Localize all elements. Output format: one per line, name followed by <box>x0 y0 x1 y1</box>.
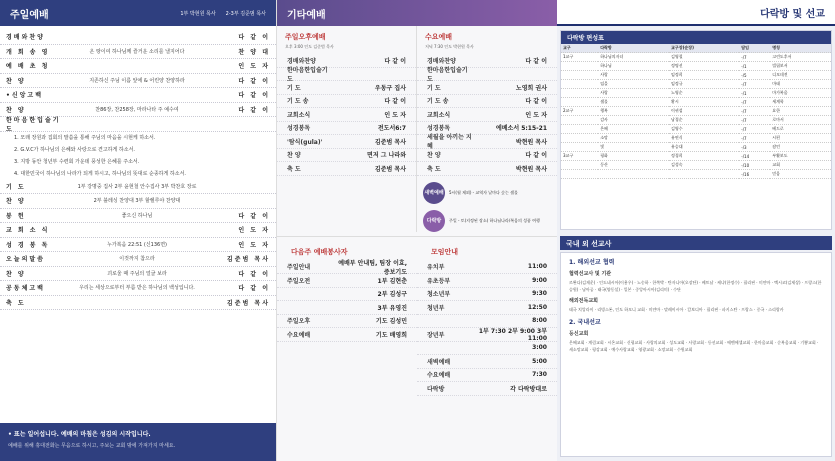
schedule-row <box>277 81 416 95</box>
service-row <box>0 209 276 224</box>
schedule-row <box>417 95 557 109</box>
table-cell: -/7 <box>739 80 770 89</box>
schedule-row-k: 한마음한입술기도 <box>287 66 328 83</box>
schedule-row-v: 다 같 이 <box>384 98 406 106</box>
table-cell: 정경희 <box>669 152 739 161</box>
service-row-t: 찬 양 <box>6 106 26 114</box>
next-week-rows <box>277 261 417 342</box>
group-table-box <box>560 30 832 230</box>
mission-box <box>560 252 832 457</box>
partner-text: 르완다(김재운) · 인도네시아(이용우) · 노숭하 · 한쪽박 · 탄자니아(오장단) · 베트남 · 케냐(한정수) · 필리핀 · 미얀마 · 멕시코(김제상) · 프랑스(한승원) · 남아공 · 태국(양동설) · 일본 · 중앙아시아(김리미) · 수단 <box>569 280 822 292</box>
service-row-r: 인 도 자 <box>238 241 270 249</box>
table-cell: 부활보도 <box>770 152 831 161</box>
table-row <box>561 134 831 143</box>
table-row <box>561 116 831 125</box>
table-cell: 로마서 <box>770 116 831 125</box>
table-cell: 믿음 <box>770 170 831 179</box>
sunday-service-sub1: 1부 박현원 목사 <box>180 10 216 17</box>
table-cell: 고린도후서 <box>770 53 831 62</box>
dawn-badge: 새벽예배 <box>423 182 445 204</box>
schedule-row-v: 박현원 목사 <box>515 165 547 173</box>
table-cell: 유승대 <box>669 143 739 152</box>
table-cell: 은혜 <box>598 125 669 134</box>
service-row <box>0 45 276 60</box>
wednesday-sub: 저녁 7:30 인도 박현원 목사 <box>425 44 474 49</box>
prayer-item: 3. 지방 동안 청년부 수련회 가운데 풍성한 은혜를 주소서. <box>14 158 140 165</box>
overseas-church-title: 해외전독교회 <box>569 298 598 304</box>
table-cell: 사랑 <box>598 89 669 98</box>
table-row <box>561 71 831 80</box>
schedule-row-k: 찬 양 <box>427 152 441 160</box>
table-row <box>561 125 831 134</box>
schedule-row <box>417 382 557 396</box>
table-cell: -/7 <box>739 107 770 116</box>
table-cell: 이귀섭 <box>669 107 739 116</box>
schedule-row-k: 유초등부 <box>427 277 451 285</box>
prayer-list <box>0 132 276 180</box>
schedule-row-v: 다 같 이 <box>525 152 547 160</box>
overseas-title: 1. 해외선교 협력 <box>569 259 615 266</box>
table-cell: 교회 <box>770 161 831 170</box>
schedule-row-v: 1부 김현춘 <box>377 277 407 285</box>
schedule-row-v: 기도 김성민 <box>375 318 407 326</box>
table-cell <box>561 80 598 89</box>
schedule-row-v: 각 다락방대로 <box>510 385 547 393</box>
service-row <box>0 180 276 195</box>
sunday-service-header <box>0 0 276 26</box>
schedule-row-v: 7:30 <box>532 371 547 379</box>
service-row-t: 찬 양 <box>6 77 26 85</box>
schedule-row-k: 한마음한입술기도 <box>427 66 468 83</box>
table-cell: 하나님 <box>598 62 669 71</box>
table-row <box>561 143 831 152</box>
service-row <box>0 223 276 238</box>
table-cell: 행복 <box>598 107 669 116</box>
table-header-cell: 명칭 <box>770 44 831 53</box>
service-row-t: 경배와찬양 <box>6 34 45 42</box>
service-row-r: 김준범 목사 <box>226 299 270 307</box>
table-row <box>561 152 831 161</box>
schedule-row <box>277 288 417 302</box>
service-row-t: 공동체고백 <box>6 285 45 293</box>
table-cell: -/16 <box>739 170 770 179</box>
table-row <box>561 53 831 62</box>
table-cell: 디모데전 <box>770 71 831 80</box>
afternoon-sub: 오후 3:00 인도 김준범 목사 <box>285 44 334 49</box>
service-row-r: 인 도 자 <box>238 227 270 235</box>
schedule-row-v: 인 도 자 <box>525 111 547 119</box>
schedule-row-k: 기 도 <box>427 84 441 92</box>
schedule-row-v: 3부 유영진 <box>377 304 407 312</box>
table-cell: 사랑 <box>598 71 669 80</box>
meetings-title: 모임안내 <box>431 247 459 256</box>
table-cell <box>598 170 669 179</box>
table-cell <box>561 98 598 107</box>
small-group-badge: 다락방 <box>423 210 445 232</box>
table-row <box>561 170 831 179</box>
group-table-title: 다락방 편성표 <box>561 31 831 44</box>
schedule-row <box>417 342 557 356</box>
schedule-row <box>417 68 557 82</box>
service-row-r: 다 같 이 <box>238 270 270 278</box>
schedule-row-k: 주일오후 <box>287 318 311 326</box>
table-row <box>561 107 831 116</box>
table-cell: -/5 <box>739 71 770 80</box>
table-cell <box>561 143 598 152</box>
table-cell <box>561 161 598 170</box>
wednesday-rows <box>417 54 557 176</box>
afternoon-wednesday <box>277 26 557 232</box>
schedule-row-k: 다락방 <box>427 385 445 393</box>
table-cell: 노영순 <box>669 89 739 98</box>
service-row-m: 우리는 세상으로부터 부름 받은 하나님의 백성입니다. <box>79 285 195 292</box>
group-mission-column <box>557 0 835 461</box>
dawn-text: 5시(월 제외) - 교역자 날마다 숫는 샘물 <box>449 189 518 195</box>
table-header-cell: 담임 <box>739 44 770 53</box>
table-cell <box>561 62 598 71</box>
sunday-service-title: 주일예배 <box>10 9 49 21</box>
other-services-header <box>277 0 557 26</box>
schedule-row <box>277 328 417 342</box>
wednesday-title: 수요예배 <box>425 33 453 41</box>
domestic-title: 2. 국내선교 <box>569 319 601 326</box>
table-cell: 하나님의자녀 <box>598 53 669 62</box>
schedule-row-v: 12:50 <box>527 303 547 311</box>
prayer-item: 1. 모래 장원과 집회의 말씀을 통해 주님의 마음을 시현케 하소서. <box>14 134 156 141</box>
schedule-row-k: 주일안내 <box>287 264 311 272</box>
service-row-t: 개 회 송 영 <box>6 48 50 56</box>
table-cell: -/7 <box>739 134 770 143</box>
schedule-row-v: 2부 김성구 <box>377 291 407 299</box>
sunday-service-sub2: 2-3부 김준범 목사 <box>225 10 266 17</box>
table-cell: -/7 <box>739 98 770 107</box>
schedule-row <box>277 108 416 122</box>
table-cell: 유연식 <box>669 134 739 143</box>
small-group <box>423 210 551 232</box>
schedule-row-k: 장년부 <box>427 331 445 339</box>
table-cell <box>561 71 598 80</box>
table-cell: -/1 <box>739 89 770 98</box>
table-cell: 빌립보서 <box>770 62 831 71</box>
service-row-m: 누가복음 22:51 (신136면) <box>106 241 167 248</box>
schedule-row-v: 박현원 목사 <box>515 138 547 146</box>
other-services-title: 기타예배 <box>287 9 326 21</box>
schedule-row <box>417 162 557 176</box>
service-row-t: 교 회 소 식 <box>6 227 50 235</box>
footer-notice <box>0 423 277 461</box>
service-row <box>0 88 276 103</box>
table-cell: 3교구 <box>561 152 598 161</box>
service-row-t: 한마음한입술기도 <box>6 116 61 133</box>
service-row-r: 다 같 이 <box>238 34 270 42</box>
domestic-church-text: 은혜교회 · 계림교회 · 시온교회 · 신평교회 · 사랑의교회 · 성도교회 · 사랑교회 · 등선교회 · 에벤에셀교회 · 한마음교회 · 순복음교회 · 기쁨교회 · 새소망교회 · 평강교회 · 예수사랑교회 · 영광교회 · 소망교회 · 수원교회 <box>569 340 819 352</box>
schedule-row-k: 청년부 <box>427 304 445 312</box>
schedule-row-v: 김준범 목사 <box>374 165 406 173</box>
service-row-r: 인 도 자 <box>238 63 270 71</box>
volunteers-meetings <box>277 236 557 396</box>
schedule-row <box>277 301 417 315</box>
schedule-row-k: 주일오전 <box>287 277 311 285</box>
table-cell: 마가복음 <box>770 89 831 98</box>
schedule-row <box>417 274 557 288</box>
schedule-row-k: 기 도 송 <box>287 98 309 106</box>
table-cell: 마태 <box>770 80 831 89</box>
schedule-row <box>277 135 416 149</box>
schedule-row-k: 기 도 <box>287 84 301 92</box>
service-row-m: 괴로울 때 주님의 얼굴 보라 <box>107 270 167 277</box>
schedule-row-v: 우동구 집사 <box>374 84 406 92</box>
table-cell: -/1 <box>739 62 770 71</box>
table-cell <box>561 134 598 143</box>
service-row <box>0 30 276 45</box>
service-row <box>0 238 276 253</box>
table-cell <box>561 170 598 179</box>
next-week-title: 다음주 예배봉사자 <box>291 247 348 256</box>
service-row <box>0 194 276 209</box>
schedule-row <box>417 81 557 95</box>
schedule-row-v: 1부 7:30 2부 9:00 3부 11:00 <box>478 328 547 343</box>
table-cell: 임을 <box>598 80 669 89</box>
service-row-m: 2부 블레싱 찬양대 3부 할렐루야 찬양대 <box>93 198 181 205</box>
schedule-row-v: 전도서6:7 <box>377 125 406 133</box>
table-header-row <box>561 44 831 53</box>
schedule-row-k: 축 도 <box>427 165 441 173</box>
meetings-rows <box>417 261 557 396</box>
prayer-item: 4. 대한민국이 하나님의 나라가 되게 하시고, 하나님의 뜻대로 순종하게 하소서. <box>14 170 186 177</box>
schedule-row-k: 유치부 <box>427 264 445 272</box>
service-row-m: 좋으신 하나님 <box>121 212 153 219</box>
schedule-row-v: 에베소서 5:15-21 <box>495 125 547 133</box>
service-row-r: 다 같 이 <box>238 285 270 293</box>
service-row-t: 예 배 초 청 <box>6 63 50 71</box>
table-row <box>561 80 831 89</box>
service-row <box>0 296 276 311</box>
table-cell: 평화 <box>598 152 669 161</box>
group-table <box>561 44 831 179</box>
footer-line2: 예배를 위해 휴대전화는 무음으로 하시고, 주보는 교회 밖에 가져가지 마세요. <box>8 443 176 449</box>
afternoon-title: 주일오후예배 <box>285 33 326 41</box>
schedule-row-v: 기도 배영희 <box>375 331 407 339</box>
schedule-row-v: 8:00 <box>532 317 547 325</box>
schedule-row-k: 경배와찬양 <box>287 57 316 65</box>
schedule-row <box>277 274 417 288</box>
schedule-row-k: '탐식(gula)' <box>287 138 323 146</box>
table-cell: 동산 <box>598 161 669 170</box>
service-row-m: 이것까지 참으라 <box>119 256 155 263</box>
schedule-row-k: 기 도 송 <box>427 98 449 106</box>
schedule-row <box>417 355 557 369</box>
table-cell <box>669 170 739 179</box>
service-row-m: 온 땅이여 하나님께 즐거운 소리를 낼지어다 <box>89 48 185 55</box>
table-cell: 임정희 <box>669 71 739 80</box>
table-cell: 정명선 <box>669 62 739 71</box>
partner-title: 협력선교사 및 기관 <box>569 271 612 277</box>
schedule-row-k: 성경봉독 <box>287 125 311 133</box>
service-row-t: 찬 양 <box>6 270 26 278</box>
schedule-row-v: 5:00 <box>532 357 547 365</box>
schedule-row-v: 9:30 <box>532 290 547 298</box>
schedule-row <box>277 315 417 329</box>
schedule-row <box>417 261 557 275</box>
prayer-item: 2. G.V.C가 하나님의 은혜와 사랑으로 견고하게 하소서. <box>14 146 135 153</box>
next-week-volunteers <box>277 237 417 396</box>
schedule-row-k: 새벽예배 <box>427 358 451 366</box>
schedule-row-v: 3:00 <box>532 344 547 352</box>
schedule-row-k: 교회소식 <box>287 111 311 119</box>
table-cell: -/3 <box>739 143 770 152</box>
overseas-church-text: 태국 치앙라이 · 리빙스톤, 인도 하모니 교회 · 미얀마 · 말레이시아 · 캄보디아 · 필리핀 · 파키스탄 · 프랑스 · 중국 · 스리랑카 <box>569 307 784 312</box>
service-row-r: 김준범 목사 <box>226 256 270 264</box>
schedule-row-v: 인 도 자 <box>384 111 406 119</box>
table-cell: 베드로 <box>770 125 831 134</box>
schedule-row-v: 다 같 이 <box>525 98 547 106</box>
group-mission-title: 다락방 및 선교 <box>760 8 825 20</box>
schedule-row-v: 면저 그 나라와 <box>367 152 406 160</box>
service-row-t: •신앙고백 <box>6 92 44 100</box>
table-cell <box>561 125 598 134</box>
table-cell: 임정규 <box>669 80 739 89</box>
table-row <box>561 98 831 107</box>
schedule-row <box>277 122 416 136</box>
service-row-t: 오늘의말씀 <box>6 256 45 264</box>
order-of-service <box>0 30 276 132</box>
table-cell: 소망 <box>598 134 669 143</box>
service-row-t: 성 경 봉 독 <box>6 241 50 249</box>
table-cell: -/7 <box>739 116 770 125</box>
order-of-service-2 <box>0 180 276 311</box>
service-row-t: 찬 양 <box>6 198 26 206</box>
service-row <box>0 74 276 89</box>
table-header-cell: 다락방 <box>598 44 669 53</box>
schedule-row <box>417 108 557 122</box>
service-row <box>0 117 276 132</box>
schedule-row <box>417 288 557 302</box>
table-cell: 빛 <box>598 143 669 152</box>
service-row <box>0 252 276 267</box>
schedule-row-k: 성경봉독 <box>427 125 451 133</box>
service-row-r: 다 같 이 <box>238 92 270 100</box>
schedule-row-v: 9:00 <box>532 276 547 284</box>
service-row-r: 다 같 이 <box>238 77 270 85</box>
table-cell: 1교구 <box>561 53 598 62</box>
table-cell: 세계학 <box>770 98 831 107</box>
service-row-m: 1부 강명중 집사 2부 윤현철 안수집사 3부 박찬호 장로 <box>77 183 197 190</box>
table-cell: 황시 <box>669 98 739 107</box>
other-services-column <box>277 0 557 461</box>
dawn-service <box>423 182 551 204</box>
table-cell <box>561 116 598 125</box>
table-row <box>561 89 831 98</box>
table-cell: 김성숙 <box>669 161 739 170</box>
schedule-row <box>277 162 416 176</box>
table-cell: 요한 <box>770 107 831 116</box>
schedule-row-v: 11:00 <box>527 263 547 271</box>
schedule-row <box>277 95 416 109</box>
schedule-row-k: 세월을 아끼는 지혜 <box>427 134 472 151</box>
table-cell <box>561 89 598 98</box>
schedule-row <box>417 328 557 342</box>
sunday-service-column <box>0 0 277 461</box>
service-row <box>0 281 276 296</box>
table-cell: 감사 <box>598 116 669 125</box>
service-row-m: 찬86장, 찬258장, 마라나타 주 예수여 <box>95 106 179 113</box>
schedule-row-k: 교회소식 <box>427 111 451 119</box>
service-row-r: 찬 양 대 <box>238 48 270 56</box>
table-cell: 김영수 <box>669 125 739 134</box>
schedule-row <box>277 68 416 82</box>
schedule-row-k: 수요예배 <box>287 331 311 339</box>
schedule-row <box>417 135 557 149</box>
schedule-row-v: 예배부 안내팀, 팀장 이효, 증보기도 <box>338 259 407 276</box>
domestic-church-title: 등신교회 <box>569 331 589 337</box>
schedule-row-k: 수요예배 <box>427 372 451 380</box>
schedule-row <box>277 261 417 275</box>
schedule-row-v: 다 같 이 <box>384 57 406 65</box>
schedule-row-k: 청소년부 <box>427 291 451 299</box>
service-row <box>0 59 276 74</box>
meetings <box>417 237 557 396</box>
service-row-t: 기 도 <box>6 183 26 191</box>
table-row <box>561 62 831 71</box>
schedule-row-v: 김준범 목사 <box>374 138 406 146</box>
service-row-m: 지존하신 주님 이름 앞에 & 어린양 찬양하라 <box>89 77 185 84</box>
afternoon-rows <box>277 54 416 176</box>
table-cell: 2교구 <box>561 107 598 116</box>
schedule-row <box>417 369 557 383</box>
table-cell: -/7 <box>739 125 770 134</box>
afternoon-service <box>277 26 417 232</box>
schedule-row <box>417 301 557 315</box>
service-row-r: 다 같 이 <box>238 212 270 220</box>
schedule-row <box>277 149 416 163</box>
footer-line1: • 표는 일어섭니다. 예배의 마침은 성김의 시작입니다. <box>8 431 151 438</box>
table-cell: 김영철 <box>669 53 739 62</box>
service-row <box>0 267 276 282</box>
schedule-row-k: 찬 양 <box>287 152 301 160</box>
service-row-t: 봉 헌 <box>6 212 26 220</box>
table-row <box>561 161 831 170</box>
schedule-row <box>417 149 557 163</box>
service-row-t: 축 도 <box>6 299 26 307</box>
schedule-row-v: 다 같 이 <box>525 57 547 65</box>
table-cell: 샘물 <box>598 98 669 107</box>
table-cell: 남경순 <box>669 116 739 125</box>
table-header-cell: 교구장(순장) <box>669 44 739 53</box>
group-mission-header <box>557 0 835 26</box>
table-cell: -/10 <box>739 161 770 170</box>
wednesday-service <box>417 26 557 232</box>
mission-header: 국내 외 선교사 <box>560 236 832 250</box>
table-cell: -/7 <box>739 53 770 62</box>
table-header-cell: 교구 <box>561 44 598 53</box>
schedule-row-k: 경배와찬양 <box>427 57 456 65</box>
table-cell: 잠언 <box>770 143 831 152</box>
table-cell: 시편 <box>770 134 831 143</box>
table-cell: -/14 <box>739 152 770 161</box>
schedule-row-v: 노영희 권사 <box>515 84 547 92</box>
service-row-r: 다 같 이 <box>238 106 270 114</box>
small-group-text: 주일 - 토(지정된 장소) 하나님나라/복음의 성품 여행 <box>449 217 540 223</box>
schedule-row-k: 축 도 <box>287 165 301 173</box>
